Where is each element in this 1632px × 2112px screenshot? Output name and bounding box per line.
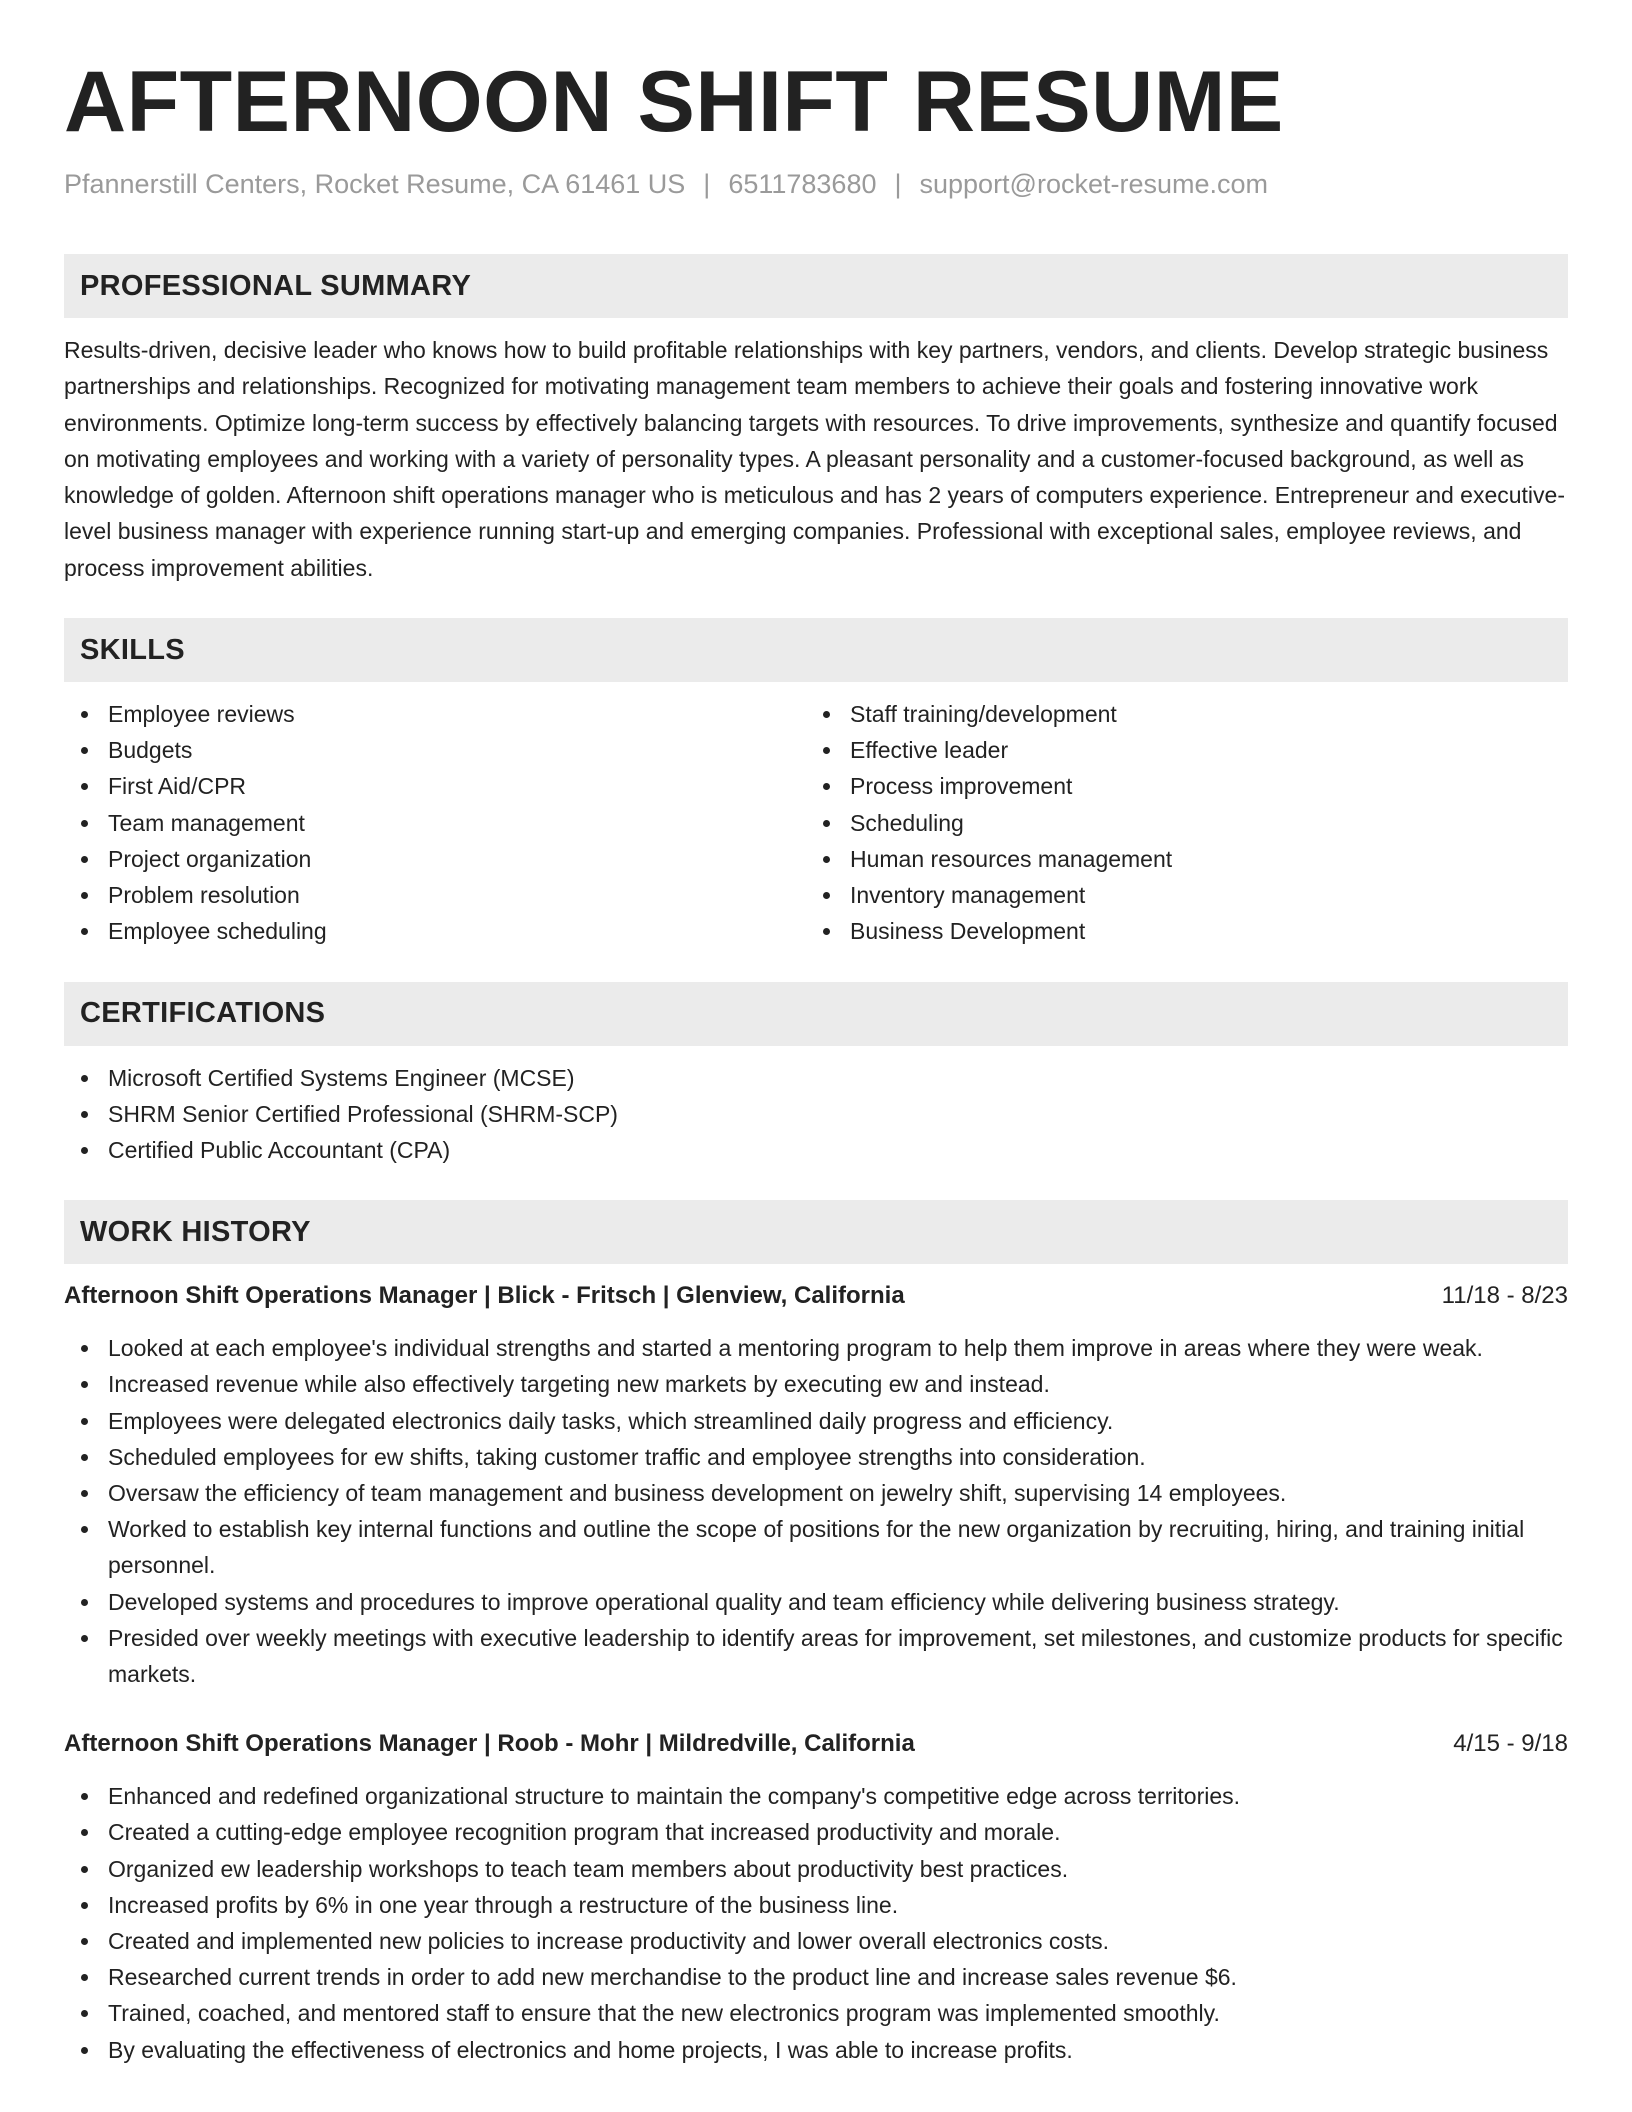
job-bullet: Employees were delegated electronics daily tasks, which streamlined daily progress and efficiency. <box>64 1403 1568 1439</box>
skill-item: Inventory management <box>806 877 1548 913</box>
job-dates: 4/15 - 9/18 <box>1453 1730 1568 1758</box>
job-title: Afternoon Shift Operations Manager | Roob - Mohr | Mildredville, California <box>64 1730 915 1758</box>
skill-item: Team management <box>64 805 806 841</box>
skills-heading: SKILLS <box>64 618 1568 682</box>
job-bullet: Oversaw the efficiency of team management and business development on jewelry shift, supervising 14 employees. <box>64 1475 1568 1511</box>
job-bullet: Presided over weekly meetings with executive leadership to identify areas for improvement, set milestones, and customize products for specific markets. <box>64 1620 1568 1692</box>
job-bullet: Researched current trends in order to add new merchandise to the product line and increase sales revenue $6. <box>64 1959 1568 1995</box>
contact-email: support@rocket-resume.com <box>919 169 1269 199</box>
certifications-heading: CERTIFICATIONS <box>64 982 1568 1046</box>
job-dates: 11/18 - 8/23 <box>1441 1282 1568 1310</box>
contact-separator: | <box>703 169 711 199</box>
job-bullet: Increased revenue while also effectively targeting new markets by executing ew and instead. <box>64 1366 1568 1402</box>
skills-list-right <box>806 696 1548 949</box>
skill-item: First Aid/CPR <box>64 768 806 804</box>
job-bullet: Created a cutting-edge employee recognition program that increased productivity and morale. <box>64 1814 1568 1850</box>
contact-phone: 6511783680 <box>728 169 877 199</box>
job-title: Afternoon Shift Operations Manager | Blick - Fritsch | Glenview, California <box>64 1282 905 1310</box>
skill-item: Human resources management <box>806 841 1548 877</box>
job-bullet: Created and implemented new policies to increase productivity and lower overall electronics costs. <box>64 1923 1568 1959</box>
skill-item: Staff training/development <box>806 696 1548 732</box>
summary-text: Results-driven, decisive leader who knows how to build profitable relationships with key partners, vendors, and clients. Develop strategic business partnerships and relationships. Recognized for motivating management team members to achieve their goals and fostering innovative work environments. Optimize long-term success by effectively balancing targets with resources. To drive improvements, synthesize and quantify focused on motivating employees and working with a variety of personality types. A pleasant personality and a customer-focused background, as well as knowledge of golden. Afternoon shift operations manager who is meticulous and has 2 years of computers experience. Entrepreneur and executive-level business manager with experience running start-up and emerging companies. Professional with exceptional sales, employee reviews, and process improvement abilities. <box>64 337 1565 581</box>
certification-item: SHRM Senior Certified Professional (SHRM-SCP) <box>64 1096 1568 1132</box>
contact-address: Pfannerstill Centers, Rocket Resume, CA 61461 US <box>64 169 686 199</box>
job-bullets <box>64 1330 1568 1692</box>
work-history-heading: WORK HISTORY <box>64 1200 1568 1264</box>
resume-title: AFTERNOON SHIFT RESUME <box>64 54 1284 150</box>
job-bullet: Worked to establish key internal functions and outline the scope of positions for the new organization by recruiting, hiring, and training initial personnel. <box>64 1511 1568 1583</box>
certification-item: Microsoft Certified Systems Engineer (MCSE) <box>64 1060 1568 1096</box>
contact-separator: | <box>894 169 902 199</box>
skill-item: Scheduling <box>806 805 1548 841</box>
certifications-list <box>64 1060 1568 1169</box>
skill-item: Employee reviews <box>64 696 806 732</box>
contact-line <box>64 166 1568 202</box>
summary-heading: PROFESSIONAL SUMMARY <box>64 254 1568 318</box>
skill-item: Employee scheduling <box>64 913 806 949</box>
job-bullet: Trained, coached, and mentored staff to ensure that the new electronics program was implemented smoothly. <box>64 1995 1568 2031</box>
skill-item: Project organization <box>64 841 806 877</box>
job-bullet: Increased profits by 6% in one year through a restructure of the business line. <box>64 1887 1568 1923</box>
job-bullet: Organized ew leadership workshops to teach team members about productivity best practices. <box>64 1851 1568 1887</box>
job-header <box>64 1726 1568 1762</box>
skill-item: Budgets <box>64 732 806 768</box>
certification-item: Certified Public Accountant (CPA) <box>64 1132 1568 1168</box>
job-header <box>64 1278 1568 1314</box>
skill-item: Process improvement <box>806 768 1548 804</box>
job-bullet: By evaluating the effectiveness of electronics and home projects, I was able to increase profits. <box>64 2032 1568 2068</box>
job-bullet: Scheduled employees for ew shifts, taking customer traffic and employee strengths into consideration. <box>64 1439 1568 1475</box>
job-bullets <box>64 1778 1568 2068</box>
job-bullet: Enhanced and redefined organizational structure to maintain the company's competitive edge across territories. <box>64 1778 1568 1814</box>
skills-columns <box>64 696 1568 949</box>
job-bullet: Developed systems and procedures to improve operational quality and team efficiency while delivering business strategy. <box>64 1584 1568 1620</box>
job-bullet: Looked at each employee's individual strengths and started a mentoring program to help them improve in areas where they were weak. <box>64 1330 1568 1366</box>
skills-list-left <box>64 696 806 949</box>
skill-item: Effective leader <box>806 732 1548 768</box>
skill-item: Business Development <box>806 913 1548 949</box>
skill-item: Problem resolution <box>64 877 806 913</box>
